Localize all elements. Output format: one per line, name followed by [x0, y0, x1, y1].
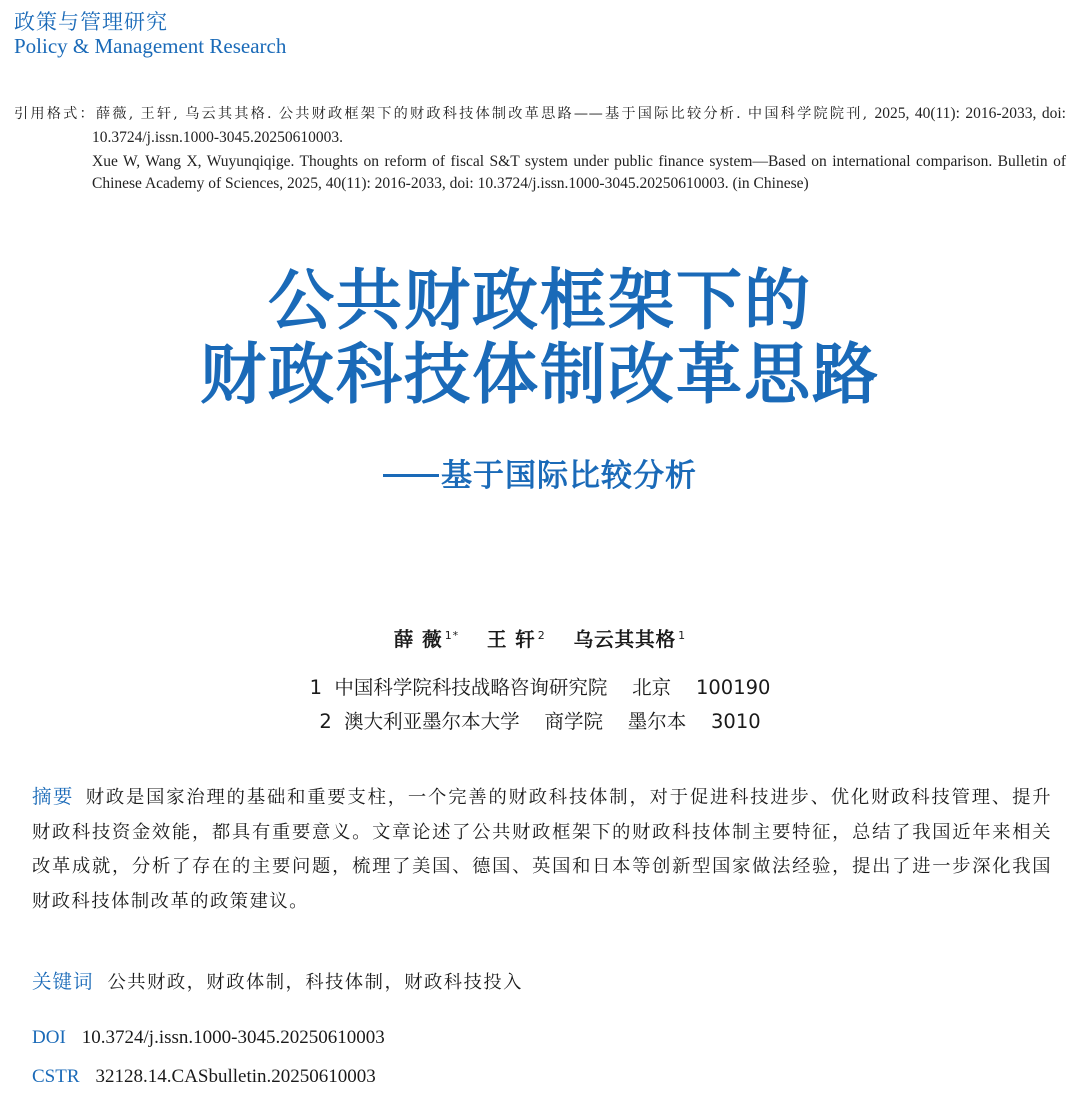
author-affiliation-mark: 1*	[444, 628, 460, 642]
author-name: 薛 薇	[393, 628, 443, 651]
keywords-label: 关键词	[32, 970, 94, 993]
author	[394, 624, 459, 652]
abstract-label: 摘要	[32, 785, 74, 808]
author-list	[0, 624, 1080, 652]
citation-cn	[14, 102, 1066, 150]
citation-cn-tail: 2025, 40(11): 2016-2033, doi: 10.3724/j.issn.1000-3045.20250610003.	[92, 105, 1066, 146]
title-line-1: 公共财政框架下的	[268, 262, 812, 339]
subtitle	[0, 450, 1080, 495]
journal-name-cn: 政策与管理研究	[14, 10, 168, 34]
affiliation-2: 2 澳大利亚墨尔本大学 商学院 墨尔本 3010	[319, 710, 761, 733]
author-affiliation-mark: 1	[678, 628, 687, 642]
doi-value[interactable]: 10.3724/j.issn.1000-3045.20250610003	[81, 1027, 385, 1048]
citation-label: 引用格式：	[14, 106, 96, 122]
cstr-value[interactable]: 32128.14.CASbulletin.20250610003	[95, 1066, 376, 1087]
abstract	[32, 780, 1052, 919]
keywords-text: 公共财政，财政体制，科技体制，财政科技投入	[107, 972, 523, 993]
doi-label: DOI	[32, 1027, 66, 1048]
subtitle-dash	[383, 474, 439, 477]
subtitle-text: 基于国际比较分析	[441, 458, 697, 494]
author	[574, 624, 687, 652]
citation-cn-text: 薛薇, 王轩, 乌云其其格. 公共财政框架下的财政科技体制改革思路——基于国际比较分析. 中国科学院院刊,	[95, 106, 875, 122]
title-line-2: 财政科技体制改革思路	[200, 336, 880, 413]
keywords	[32, 966, 523, 994]
affiliation-1: 1 中国科学院科技战略咨询研究院 北京 100190	[309, 676, 771, 699]
doi-row	[32, 1027, 385, 1049]
cstr-label: CSTR	[32, 1066, 80, 1087]
author-name: 乌云其其格	[573, 628, 677, 651]
author-name: 王 轩	[486, 628, 536, 651]
journal-name-en: Policy & Management Research	[14, 34, 287, 58]
citation-block	[14, 102, 1066, 195]
cstr-row	[32, 1066, 376, 1088]
citation-en: Xue W, Wang X, Wuyunqiqige. Thoughts on reform of fiscal S&T system under public finance system—Based on international comparison. Bulletin of Chinese Academy of Sciences, 2025, 40(11): 2016-2033, doi: 10.3724/j.issn.1000-3045.20250610003. (in Chinese)	[92, 153, 1066, 192]
author	[487, 624, 546, 652]
author-affiliation-mark: 2	[537, 628, 546, 642]
abstract-text: 财政是国家治理的基础和重要支柱，一个完善的财政科技体制，对于促进科技进步、优化财政科技管理、提升财政科技资金效能，都具有重要意义。文章论述了公共财政框架下的财政科技体制主要特征，总结了我国近年来相关改革成就，分析了存在的主要问题，梳理了美国、德国、英国和日本等创新型国家做法经验，提出了进一步深化我国财政科技体制改革的政策建议。	[32, 787, 1052, 912]
